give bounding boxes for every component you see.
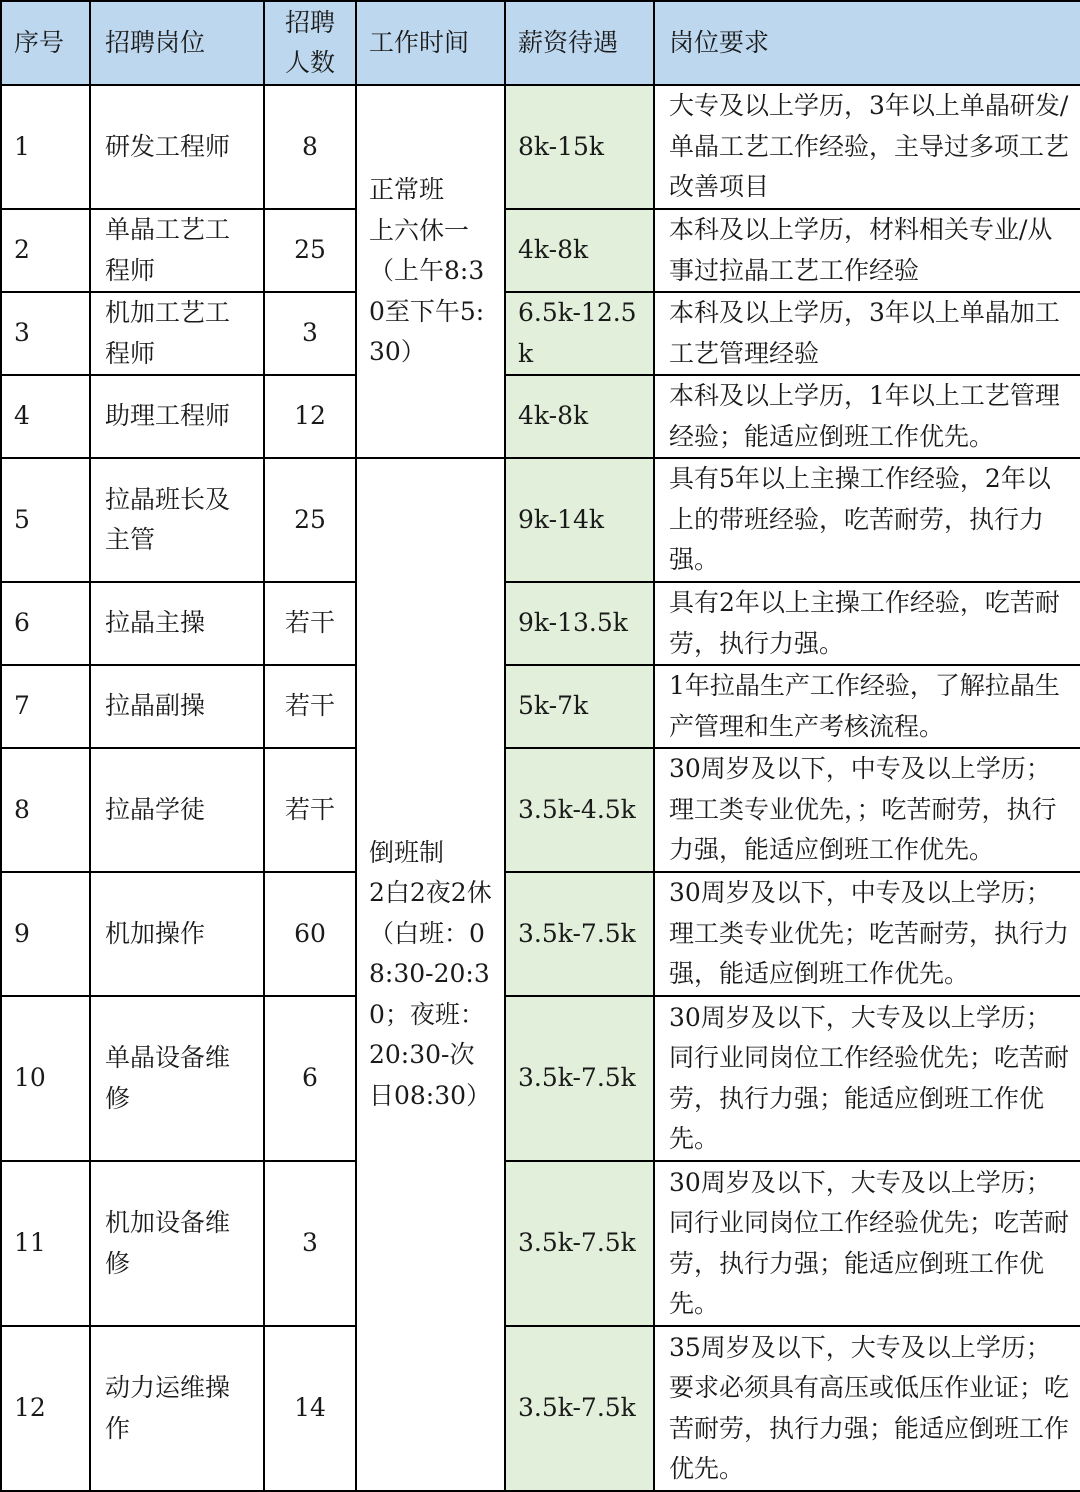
row-index: 5: [1, 458, 90, 582]
header-count: 招聘人数: [264, 1, 356, 85]
row-salary: 9k-13.5k: [505, 582, 654, 665]
row-position: 助理工程师: [90, 375, 264, 458]
row-count: 若干: [264, 582, 356, 665]
table-row: [1, 85, 1080, 209]
row-salary: 4k-8k: [505, 375, 654, 458]
row-position: 动力运维操作: [90, 1326, 264, 1491]
row-requirement: 30周岁及以下，大专及以上学历；同行业同岗位工作经验优先；吃苦耐劳，执行力强；能适应倒班工作优先。: [654, 1161, 1080, 1326]
table-row: [1, 1161, 1080, 1326]
row-position: 机加工艺工程师: [90, 292, 264, 375]
row-count: 25: [264, 458, 356, 582]
row-count: 若干: [264, 665, 356, 748]
row-count: 若干: [264, 748, 356, 872]
row-index: 8: [1, 748, 90, 872]
table-row: [1, 665, 1080, 748]
row-salary: 3.5k-7.5k: [505, 872, 654, 996]
table-row: [1, 375, 1080, 458]
row-count: 3: [264, 292, 356, 375]
row-position: 拉晶主操: [90, 582, 264, 665]
work-time-normal: 正常班 上六休一 （上午8:30至下午5:30）: [356, 85, 505, 458]
row-requirement: 具有5年以上主操工作经验，2年以上的带班经验，吃苦耐劳，执行力强。: [654, 458, 1080, 582]
row-index: 9: [1, 872, 90, 996]
row-index: 4: [1, 375, 90, 458]
row-salary: 3.5k-7.5k: [505, 1161, 654, 1326]
row-salary: 6.5k-12.5k: [505, 292, 654, 375]
row-position: 机加设备维修: [90, 1161, 264, 1326]
row-index: 11: [1, 1161, 90, 1326]
row-index: 7: [1, 665, 90, 748]
row-count: 3: [264, 1161, 356, 1326]
row-salary: 3.5k-7.5k: [505, 1326, 654, 1491]
row-salary: 4k-8k: [505, 209, 654, 292]
table-row: [1, 996, 1080, 1161]
row-salary: 3.5k-7.5k: [505, 996, 654, 1161]
row-requirement: 本科及以上学历，3年以上单晶加工工艺管理经验: [654, 292, 1080, 375]
table-row: [1, 748, 1080, 872]
row-requirement: 35周岁及以下，大专及以上学历；要求必须具有高压或低压作业证；吃苦耐劳，执行力强；能适应倒班工作优先。: [654, 1326, 1080, 1491]
row-requirement: 30周岁及以下，中专及以上学历；理工类专业优先，；吃苦耐劳，执行力强，能适应倒班工作优先。: [654, 748, 1080, 872]
row-index: 10: [1, 996, 90, 1161]
row-salary: 3.5k-4.5k: [505, 748, 654, 872]
header-row: [1, 1, 1080, 85]
table-row: [1, 292, 1080, 375]
table-row: [1, 582, 1080, 665]
row-salary: 9k-14k: [505, 458, 654, 582]
row-position: 单晶工艺工程师: [90, 209, 264, 292]
row-index: 6: [1, 582, 90, 665]
table-row: [1, 209, 1080, 292]
row-position: 拉晶副操: [90, 665, 264, 748]
table-row: [1, 872, 1080, 996]
row-count: 6: [264, 996, 356, 1161]
row-requirement: 本科及以上学历，材料相关专业/从事过拉晶工艺工作经验: [654, 209, 1080, 292]
row-position: 拉晶学徒: [90, 748, 264, 872]
row-requirement: 30周岁及以下，大专及以上学历；同行业同岗位工作经验优先；吃苦耐劳，执行力强；能适应倒班工作优先。: [654, 996, 1080, 1161]
row-count: 12: [264, 375, 356, 458]
table-row: [1, 458, 1080, 582]
row-position: 单晶设备维修: [90, 996, 264, 1161]
row-requirement: 30周岁及以下，中专及以上学历；理工类专业优先；吃苦耐劳，执行力强，能适应倒班工作优先。: [654, 872, 1080, 996]
row-position: 拉晶班长及主管: [90, 458, 264, 582]
row-salary: 5k-7k: [505, 665, 654, 748]
row-position: 机加操作: [90, 872, 264, 996]
row-requirement: 具有2年以上主操工作经验，吃苦耐劳，执行力强。: [654, 582, 1080, 665]
row-index: 1: [1, 85, 90, 209]
row-index: 2: [1, 209, 90, 292]
row-salary: 8k-15k: [505, 85, 654, 209]
row-index: 12: [1, 1326, 90, 1491]
header-salary: 薪资待遇: [505, 1, 654, 85]
row-requirement: 本科及以上学历，1年以上工艺管理经验；能适应倒班工作优先。: [654, 375, 1080, 458]
header-time: 工作时间: [356, 1, 505, 85]
row-requirement: 大专及以上学历，3年以上单晶研发/单晶工艺工作经验，主导过多项工艺改善项目: [654, 85, 1080, 209]
row-count: 14: [264, 1326, 356, 1491]
row-index: 3: [1, 292, 90, 375]
table-row: [1, 1326, 1080, 1491]
header-position: 招聘岗位: [90, 1, 264, 85]
row-count: 8: [264, 85, 356, 209]
row-requirement: 1年拉晶生产工作经验，了解拉晶生产管理和生产考核流程。: [654, 665, 1080, 748]
header-requirement: 岗位要求: [654, 1, 1080, 85]
row-count: 25: [264, 209, 356, 292]
work-time-rotation: 倒班制 2白2夜2休 （白班：08:30-20:30；夜班：20:30-次日08:30）: [356, 458, 505, 1491]
row-position: 研发工程师: [90, 85, 264, 209]
header-index: 序号: [1, 1, 90, 85]
row-count: 60: [264, 872, 356, 996]
